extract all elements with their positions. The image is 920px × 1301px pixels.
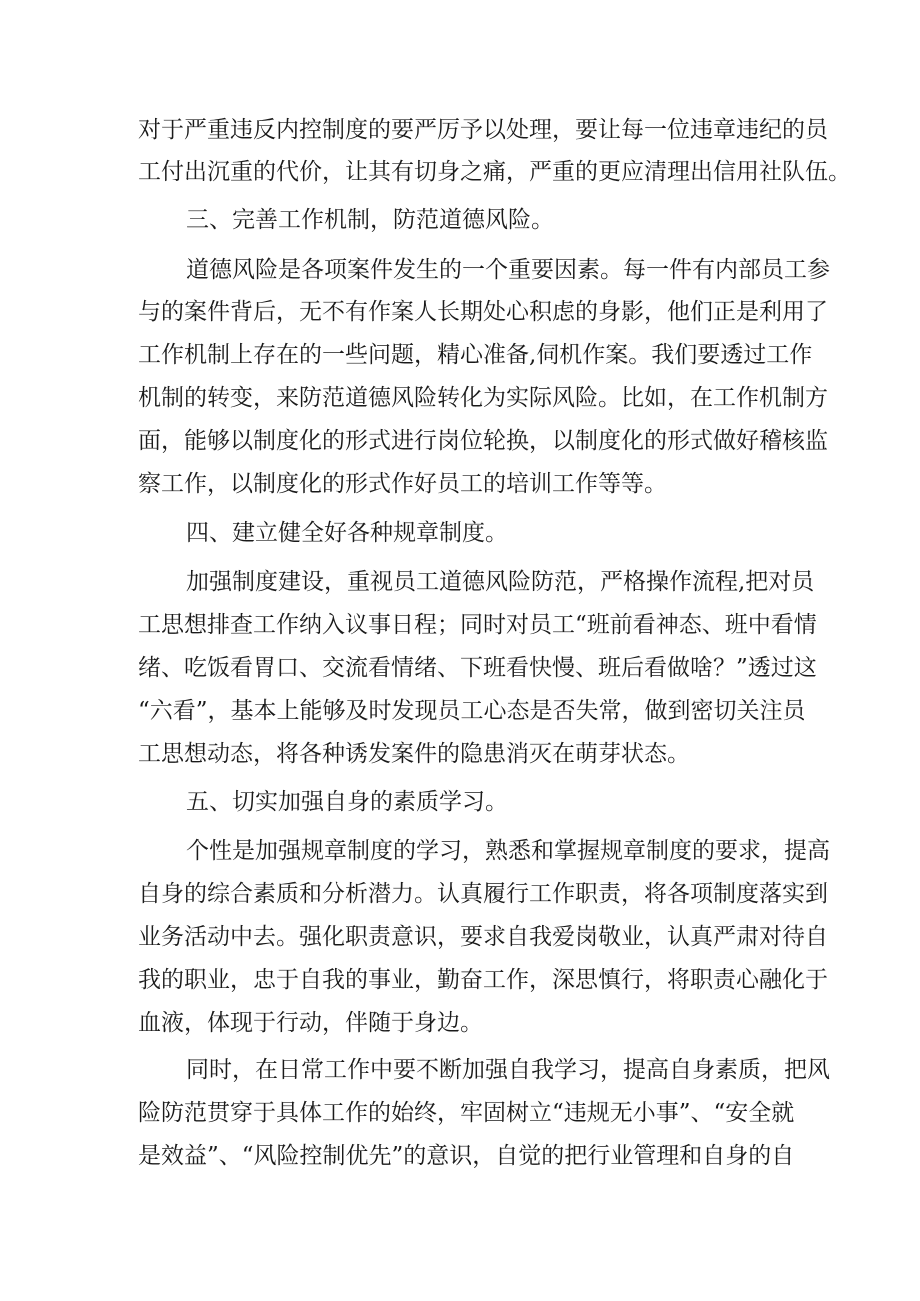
paragraph-line: 是效益”、“风险控制优先”的意识，自觉的把行业管理和自身的自 [138,1143,795,1169]
section-heading: 三、完善工作机制，防范道德风险。 [186,207,554,233]
paragraph-line: 工思想动态，将各种诱发案件的隐患消灭在萌芽状态。 [138,741,690,767]
paragraph-line: 察工作，以制度化的形式作好员工的培训工作等等。 [138,471,667,497]
paragraph-line: 面，能够以制度化的形式进行岗位轮换，以制度化的形式做好稽核监 [138,428,828,454]
paragraph-line: 个性是加强规章制度的学习，熟悉和掌握规章制度的要求，提高 [186,838,830,864]
section-heading: 四、建立健全好各种规章制度。 [186,520,508,546]
paragraph-line: 道德风险是各项案件发生的一个重要因素。每一件有内部员工参 [186,257,830,283]
paragraph-line: 加强制度建设，重视员工道德风险防范，严格操作流程,把对员 [186,569,815,595]
paragraph-line: 工思想排查工作纳入议事日程；同时对员工“班前看神态、班中看情 [138,612,817,638]
paragraph-line: 险防范贯穿于具体工作的始终，牢固树立“违规无小事”、“安全就 [138,1100,795,1126]
paragraph-line: 对于严重违反内控制度的要严厉予以处理，要让每一位违章违纪的员 [138,117,828,143]
paragraph-line: “六看”，基本上能够及时发现员工心态是否失常，做到密切关注员 [138,698,806,724]
paragraph-line: 同时，在日常工作中要不断加强自我学习，提高自身素质，把风 [186,1057,830,1083]
paragraph-line: 血液，体现于行动，伴随于身边。 [138,1010,483,1036]
paragraph-line: 绪、吃饭看胃口、交流看情绪、下班看快慢、班后看做啥？”透过这 [138,655,817,681]
paragraph-line: 工付出沉重的代价，让其有切身之痛，严重的更应清理出信用社队伍。 [138,159,851,185]
paragraph-line: 工作机制上存在的一些问题，精心准备,伺机作案。我们要透过工作 [138,342,813,368]
section-heading: 五、切实加强自身的素质学习。 [186,789,508,815]
paragraph-line: 业务活动中去。强化职责意识，要求自我爱岗敬业，认真严肃对待自 [138,924,828,950]
paragraph-line: 机制的转变，来防范道德风险转化为实际风险。比如，在工作机制方 [138,385,828,411]
paragraph-line: 我的职业，忠于自我的事业，勤奋工作，深思慎行，将职责心融化于 [138,967,828,993]
paragraph-line: 自身的综合素质和分析潜力。认真履行工作职责，将各项制度落实到 [138,881,828,907]
paragraph-line: 与的案件背后，无不有作案人长期处心积虑的身影，他们正是利用了 [138,299,828,325]
